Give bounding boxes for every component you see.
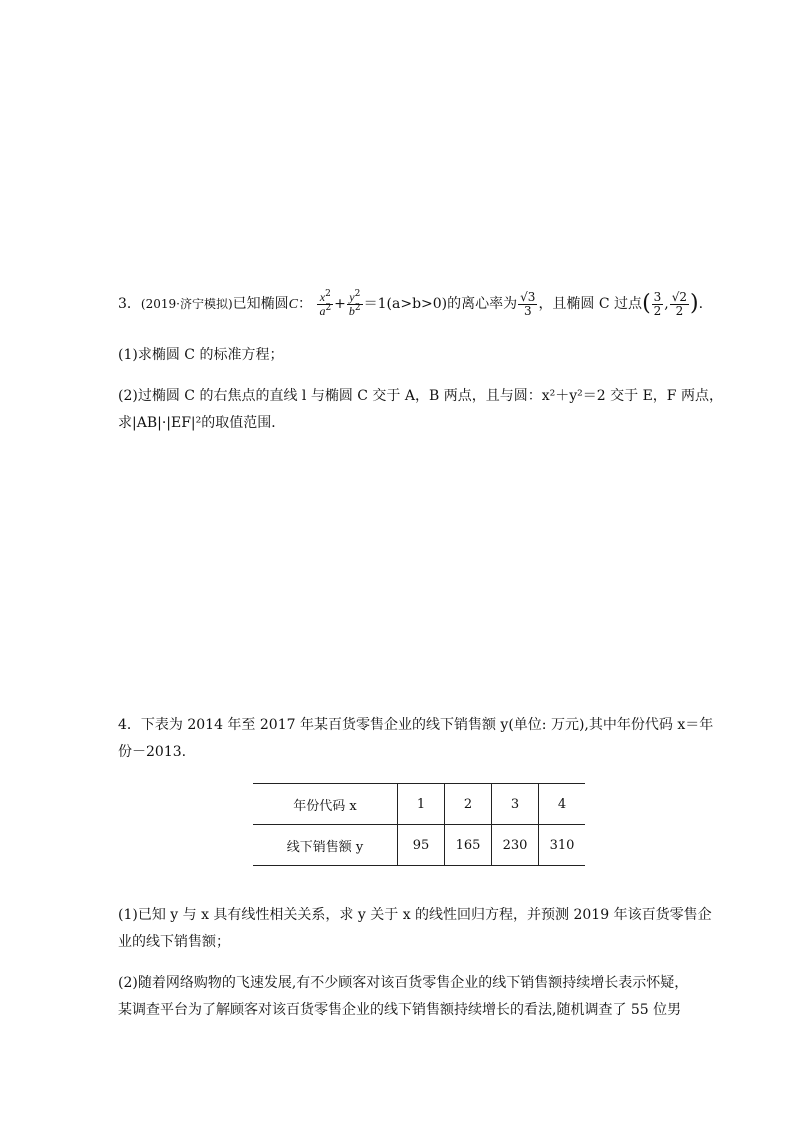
q3-part1: (1)求椭圆 C 的标准方程；	[118, 347, 284, 363]
table-cell: 3	[492, 784, 539, 825]
q3-source: (2019·济宁模拟)	[140, 297, 233, 311]
q3-curve-name: C	[288, 297, 298, 312]
fraction-x2-a2: $\frac{x^2}{a^2}$	[319, 288, 332, 318]
q3-eq-rest: ＝1(a>b>0)的离心率为	[363, 296, 518, 312]
q4-part2-line2: 某调查平台为了解顾客对该百货零售企业的线下销售额持续增长的看法,随机调查了 55 位男	[118, 1002, 682, 1018]
fraction-point-x	[652, 291, 664, 318]
q3-part2-line2: 求|AB|·|EF|²的取值范围．	[118, 415, 286, 431]
table-row-label: 线下销售额 y	[253, 825, 398, 866]
ecc-numerator: √3	[520, 289, 536, 304]
ecc-denominator: 3	[523, 303, 532, 318]
table-row	[253, 825, 585, 866]
fraction-y2-b2: $\frac{y^2}{b^2}$	[348, 288, 361, 318]
right-paren: )	[690, 291, 699, 316]
left-paren: (	[642, 291, 651, 316]
var-a: a	[319, 303, 326, 318]
table-cell: 1	[398, 784, 445, 825]
var-y: y	[349, 289, 355, 304]
q3-part2-line1: (2)过椭圆 C 的右焦点的直线 l 与椭圆 C 交于 A，B 两点，且与圆：x²＋y²＝2 交于 E，F 两点，	[118, 388, 723, 404]
q3-number: 3．	[118, 296, 141, 312]
fraction-point-y	[670, 291, 689, 318]
pt-x-num: 3	[653, 289, 662, 304]
q4-intro-line2: 份－2013.	[118, 744, 187, 760]
sales-table	[253, 783, 585, 866]
table-cell: 310	[539, 825, 586, 866]
var-b: b	[348, 303, 355, 318]
q4-part2-line1: (2)随着网络购物的飞速发展,有不少顾客对该百货零售企业的线下销售额持续增长表示怀疑，	[118, 975, 689, 991]
table-cell: 165	[445, 825, 492, 866]
table-cell: 230	[492, 825, 539, 866]
table-row	[253, 784, 585, 825]
table-row-label: 年份代码 x	[293, 798, 357, 814]
table-cell: 2	[445, 784, 492, 825]
table-cell: 4	[539, 784, 586, 825]
table-cell: 95	[398, 825, 445, 866]
pt-x-den: 2	[653, 303, 662, 318]
q3-statement: 3．(2019·济宁模拟)已知椭圆C： $\frac{x^2}{a^2}$ + $\frac{y^2}{b^2}$ ＝1(a>b>0)的离心率为 $\frac{√3}{3}$ ，且椭圆 C 过点( $\frac{3}{2}$ , $\frac{√2}{2}$ ).	[118, 288, 704, 318]
q4-part1-line1: (1)已知 y 与 x 具有线性相关关系，求 y 关于 x 的线性回归方程，并预测 2019 年该百货零售企	[118, 907, 712, 923]
pt-y-num: √2	[671, 289, 688, 304]
q4-part1-line2: 业的线下销售额；	[118, 934, 230, 950]
q4-intro-line1: 4．下表为 2014 年至 2017 年某百货零售企业的线下销售额 y(单位: 万元),其中年份代码 x＝年	[118, 717, 714, 733]
pt-y-den: 2	[675, 303, 684, 318]
q3-colon: ：	[297, 296, 312, 312]
q3-intro: 已知椭圆	[232, 296, 289, 312]
q3-pass: ，且椭圆 C 过点	[538, 296, 643, 312]
fraction-eccentricity	[518, 291, 537, 318]
var-x: x	[319, 289, 326, 304]
